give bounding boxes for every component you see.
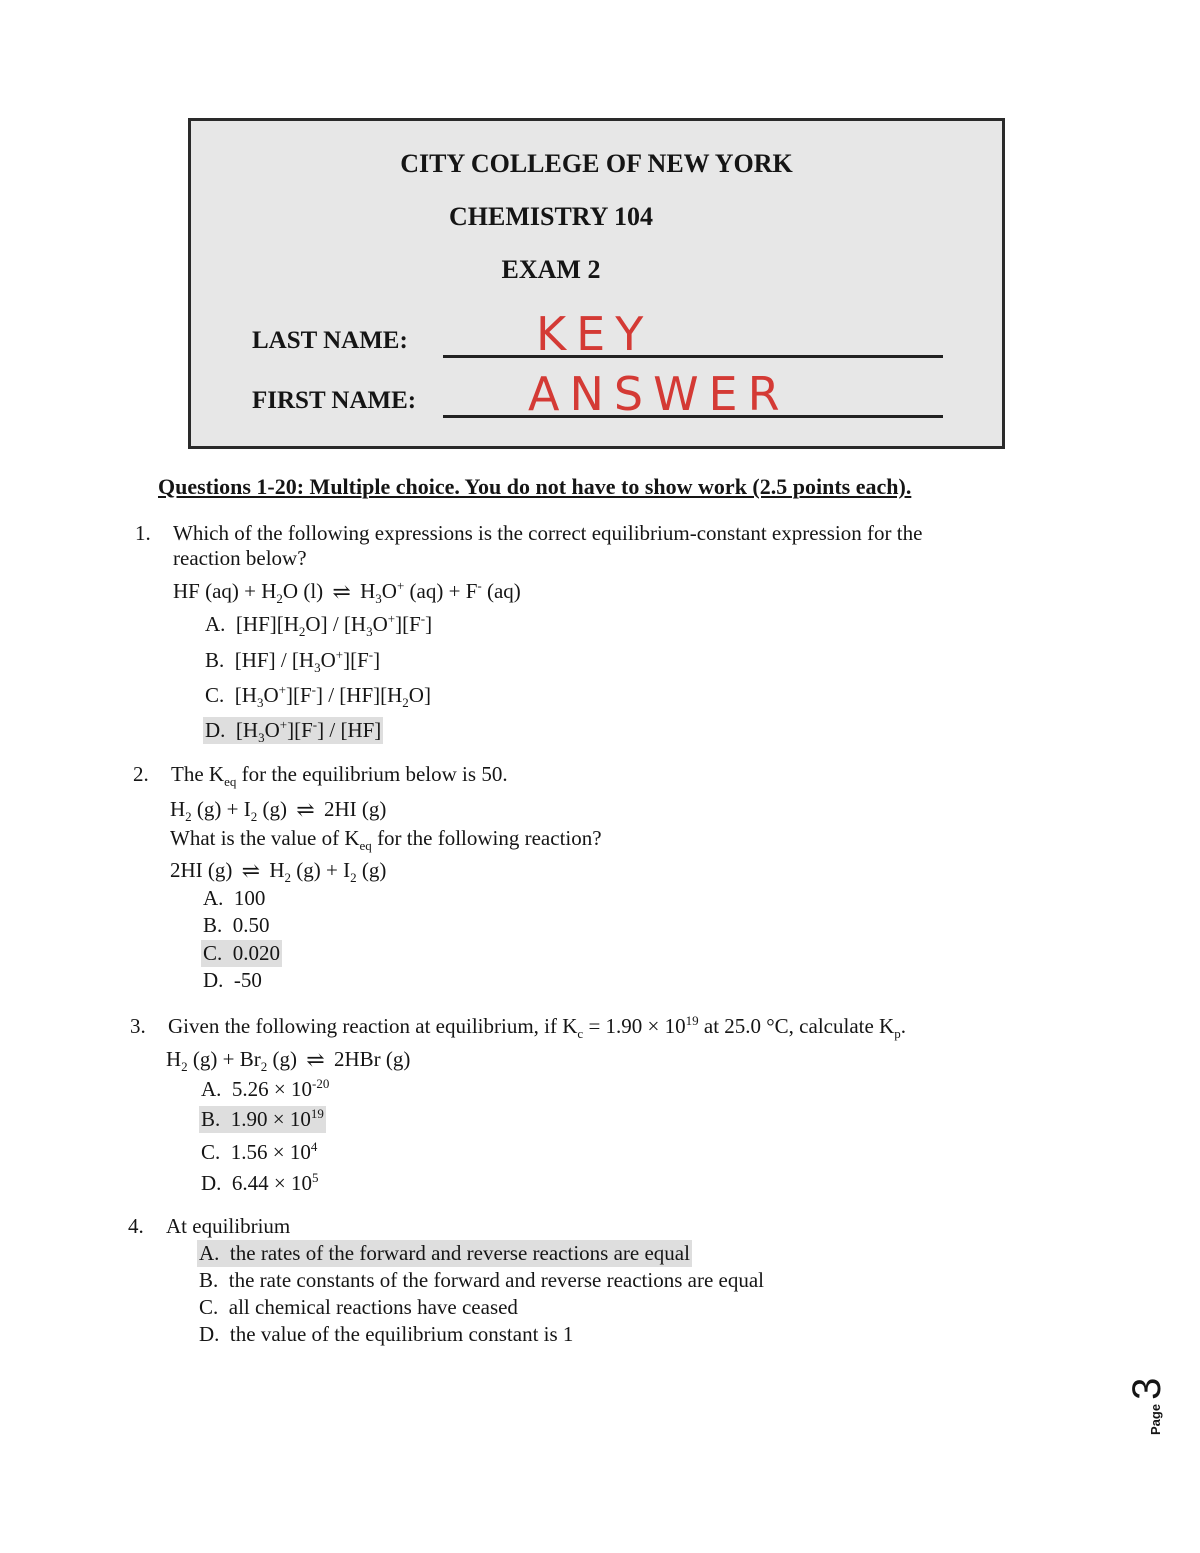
option-letter: A. [199, 1241, 220, 1265]
question-2-text: What is the value of $K_{eq}$ for the following reaction? [170, 826, 602, 854]
course-name: CHEMISTRY 104 [449, 202, 653, 231]
question-3: 3. Given the following reaction at equilibrium, if $K_c = 1.90 \times 10^{19}$ at 25.0 °C, calculate $K_p$. [130, 1013, 906, 1042]
question-2-reverse-reaction: 2HI (g) ⇌ $H_2$ $(g) + I_2$ (g) [170, 854, 386, 886]
equilibrium-arrow-icon: ⇌ [306, 1047, 325, 1072]
question-text: At equilibrium [166, 1214, 291, 1238]
option-2c-correct [201, 940, 282, 967]
option-text: the rates of the forward and reverse reactions are equal [229, 1241, 690, 1265]
page-number-value: 3 [1125, 1377, 1169, 1400]
question-number: 2. [133, 762, 149, 786]
option-letter: B. [201, 1107, 221, 1131]
option-letter: A. [203, 886, 224, 910]
option-2a [203, 886, 265, 911]
first-name-handwritten: ANSWER [528, 367, 790, 421]
option-letter: A. [205, 612, 226, 636]
option-letter: C. [203, 941, 223, 965]
option-4d [199, 1322, 573, 1347]
option-1c: C. $[H_3O^+][F^-] / [HF][H_2O]$ [205, 682, 431, 711]
option-2d [203, 968, 262, 993]
question-2-reaction: $H_2$ $(g) + I_2$ (g) ⇌ 2HI (g) [170, 793, 386, 825]
option-4c [199, 1295, 518, 1320]
exam-header-box [188, 118, 1005, 449]
option-4b [199, 1268, 764, 1293]
option-text: the value of the equilibrium constant is 1 [229, 1322, 574, 1346]
page-label: Page [1148, 1403, 1163, 1435]
question-number: 1. [135, 521, 151, 545]
question-2: 2. The $K_{eq}$ for the equilibrium below is 50. [133, 759, 508, 790]
option-letter: D. [205, 718, 226, 742]
option-text: 100 [233, 886, 266, 910]
option-text: 0.020 [232, 941, 281, 965]
option-letter: B. [203, 913, 223, 937]
option-text: -50 [233, 968, 262, 992]
option-letter: A. [201, 1077, 222, 1101]
option-1a: A. $[HF][H_2O] / [H_3O^+][F^-]$ [205, 611, 433, 640]
option-3b-correct: B. $1.90 \times 10^{19}$ [201, 1106, 324, 1131]
option-letter: C. [201, 1140, 221, 1164]
option-letter: D. [201, 1171, 222, 1195]
option-letter: B. [205, 648, 225, 672]
college-name: CITY COLLEGE OF NEW YORK [400, 149, 793, 178]
last-name-label: LAST NAME: [252, 327, 408, 354]
equilibrium-arrow-icon: ⇌ [296, 797, 315, 822]
option-text: all chemical reactions have ceased [228, 1295, 518, 1319]
question-text: Which of the following expressions is the correct equilibrium-constant expression for the [173, 521, 923, 545]
option-3d: D. $6.44 \times 10^5$ [201, 1170, 319, 1195]
page-number [1103, 1365, 1193, 1435]
option-text: the rate constants of the forward and reverse reactions are equal [228, 1268, 765, 1292]
option-text: 0.50 [232, 913, 270, 937]
equilibrium-arrow-icon: ⇌ [332, 579, 351, 604]
option-1b: B. $[HF] / [H_3O^+][F^-]$ [205, 647, 381, 676]
question-1-reaction: HF $(aq) + H_2O$ (l) ⇌ $H_3O^+$ (aq) + F- (aq) [173, 578, 521, 607]
option-letter: D. [199, 1322, 220, 1346]
option-letter: B. [199, 1268, 219, 1292]
last-name-handwritten: KEY [536, 307, 654, 361]
option-1d-correct: D. $[H_3O^+][F^-] / [HF]$ [205, 717, 382, 746]
option-letter: C. [205, 683, 225, 707]
question-number: 3. [130, 1014, 146, 1038]
option-3c: C. $1.56 \times 10^4$ [201, 1139, 318, 1164]
instructions-heading: Questions 1-20: Multiple choice. You do not have to show work (2.5 points each). [158, 474, 912, 499]
option-3a: A. $5.26 \times 10^{-20}$ [201, 1076, 330, 1101]
option-letter: D. [203, 968, 224, 992]
option-4a-correct [197, 1240, 692, 1267]
question-4 [128, 1211, 290, 1242]
option-2b [203, 913, 270, 938]
first-name-label: FIRST NAME: [252, 387, 417, 414]
question-3-reaction: $H_2$ $(g) + Br_2$ (g) ⇌ 2HBr (g) [166, 1043, 410, 1075]
option-letter: C. [199, 1295, 219, 1319]
last-name-line [443, 355, 943, 358]
equilibrium-arrow-icon: ⇌ [241, 858, 261, 883]
question-number: 4. [128, 1214, 144, 1238]
question-1-text-cont: reaction below? [173, 546, 307, 570]
exam-name: EXAM 2 [501, 255, 601, 284]
